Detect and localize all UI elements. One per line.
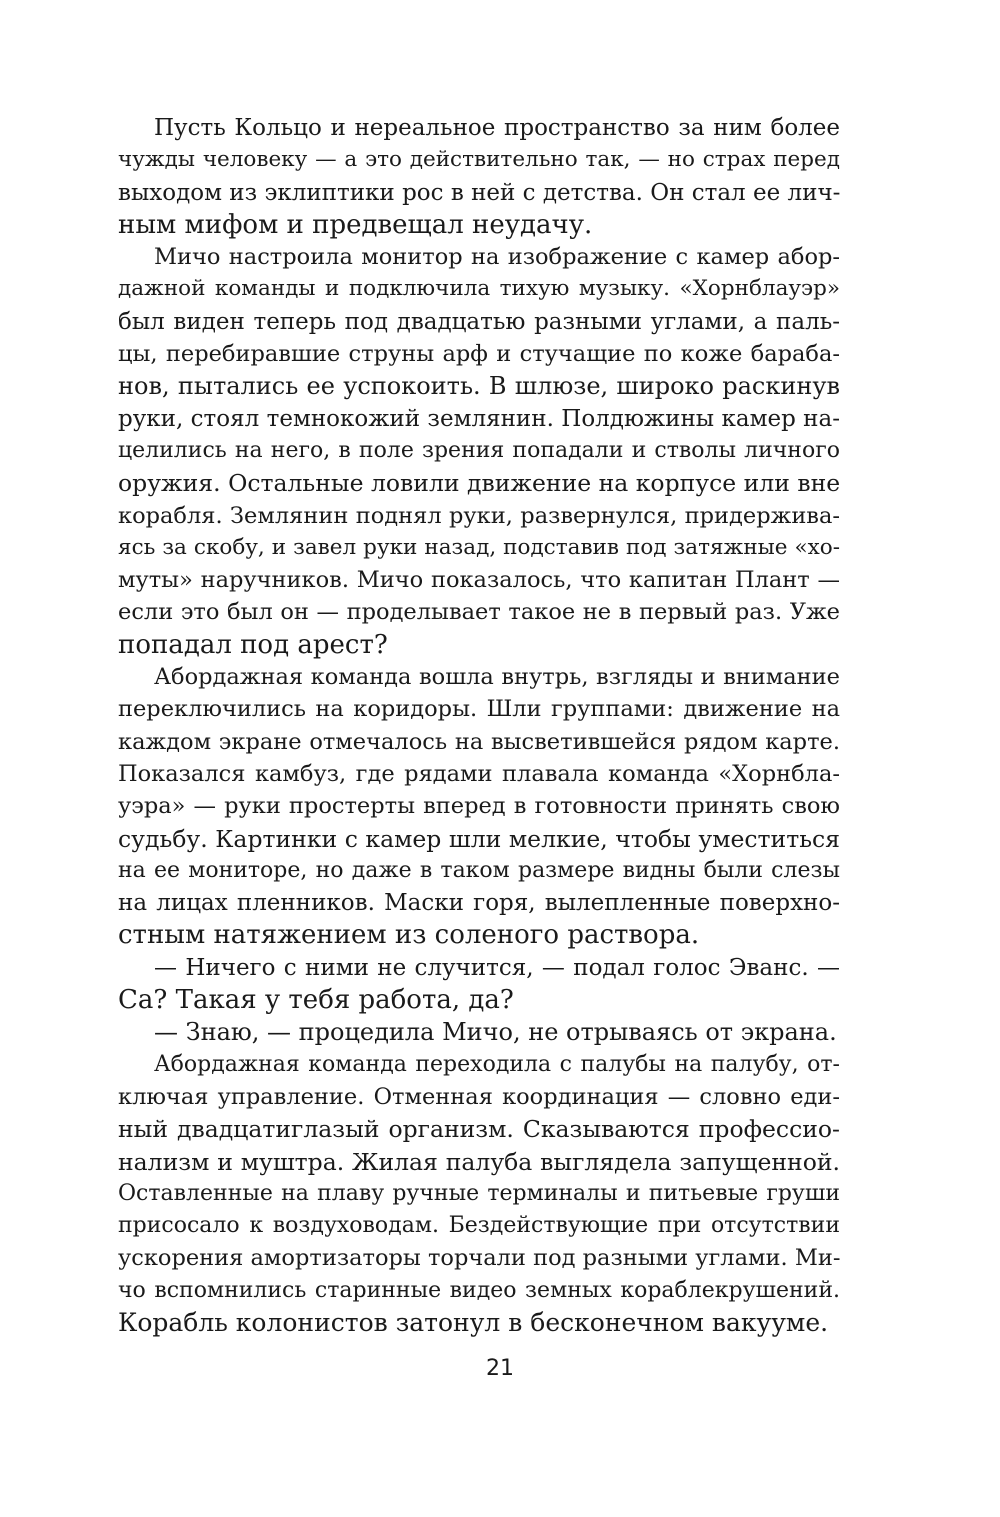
text-line: руки, стоял темнокожий землянин. Полдюжины камер на- <box>118 405 840 432</box>
text-line: на лицах пленников. Маски горя, вылепленные поверхно- <box>118 890 840 917</box>
text-line: оружия. Остальные ловили движение на корпусе или вне <box>118 469 841 498</box>
text-line: Пусть Кольцо и нереальное пространство за ним более <box>154 115 840 141</box>
text-line: корабля. Землянин поднял руки, развернулся, придержива- <box>118 502 840 529</box>
text-line: нализм и муштра. Жилая палуба выглядела запущенной. <box>118 1147 840 1176</box>
text-line: стным натяжением из соленого раствора. <box>118 920 700 951</box>
text-line: Абордажная команда вошла внутрь, взгляды и внимание <box>154 664 840 691</box>
text-line: ясь за скобу, и завел руки назад, подставив под затяжные «хо- <box>118 534 840 560</box>
text-line: Показался камбуз, где рядами плавала команда «Хорнбла- <box>118 760 840 787</box>
text-line: Оставленные на плаву ручные терминалы и питьевые груши <box>118 1180 840 1206</box>
text-line: цы, перебиравшие струны арф и стучащие по коже бараба- <box>118 341 840 368</box>
text-line: чужды человеку — а это действительно так, — но страх перед <box>118 147 840 173</box>
text-line: переключились на коридоры. Шли группами: движение на <box>118 696 840 723</box>
text-line: был виден теперь под двадцатью разными углами, а паль- <box>118 308 840 335</box>
text-line: присосало к воздуховодам. Бездействующие при отсутствии <box>118 1213 840 1239</box>
text-line: ключая управление. Отменная координация — словно еди- <box>118 1083 840 1110</box>
text-line: ным мифом и предвещал неудачу. <box>118 209 593 240</box>
text-line: Абордажная команда переходила с палубы на палубу, от- <box>154 1051 840 1077</box>
text-line: выходом из эклиптики рос в ней с детства. Он стал ее лич- <box>118 179 841 206</box>
text-line: уэра» — руки простерты вперед в готовности принять свою <box>118 793 840 820</box>
text-line: попадал под арест? <box>118 629 388 660</box>
text-line: ускорения амортизаторы торчали под разными углами. Ми- <box>118 1245 841 1272</box>
text-line: Са? Такая у тебя работа, да? <box>118 985 514 1016</box>
text-line: муты» наручников. Мичо показалось, что капитан Плант — <box>118 567 840 594</box>
text-line: Корабль колонистов затонул в бесконечном вакууме. <box>118 1307 829 1337</box>
text-line: судьбу. Картинки с камер шли мелкие, чтобы уместиться <box>118 824 840 853</box>
page-number: 21 <box>486 1356 514 1381</box>
text-line: нов, пытались ее успокоить. В шлюзе, широко раскинув <box>118 372 840 401</box>
text-line: чо вспомнились старинные видео земных кораблекрушений. <box>118 1277 840 1303</box>
text-line: ный двадцатиглазый организм. Сказываются профессио- <box>118 1115 840 1144</box>
body-text <box>118 112 840 1339</box>
text-line: Мичо настроила монитор на изображение с камер абор- <box>154 244 840 271</box>
text-line: каждом экране отмечалось на высветившейся рядом карте. <box>118 728 840 755</box>
text-line: — Ничего с ними не случится, — подал голос Эванс. — <box>154 954 840 981</box>
text-line: — Знаю, — процедила Мичо, не отрываясь от экрана. <box>154 1018 837 1047</box>
text-line: дажной команды и подключила тихую музыку. «Хорнблауэр» <box>118 276 840 302</box>
text-line: целились на него, в поле зрения попадали и стволы личного <box>118 437 840 463</box>
text-line: на ее мониторе, но даже в таком размере видны были слезы <box>118 857 840 883</box>
text-line: если это был он — проделывает такое не в первый раз. Уже <box>118 599 840 626</box>
